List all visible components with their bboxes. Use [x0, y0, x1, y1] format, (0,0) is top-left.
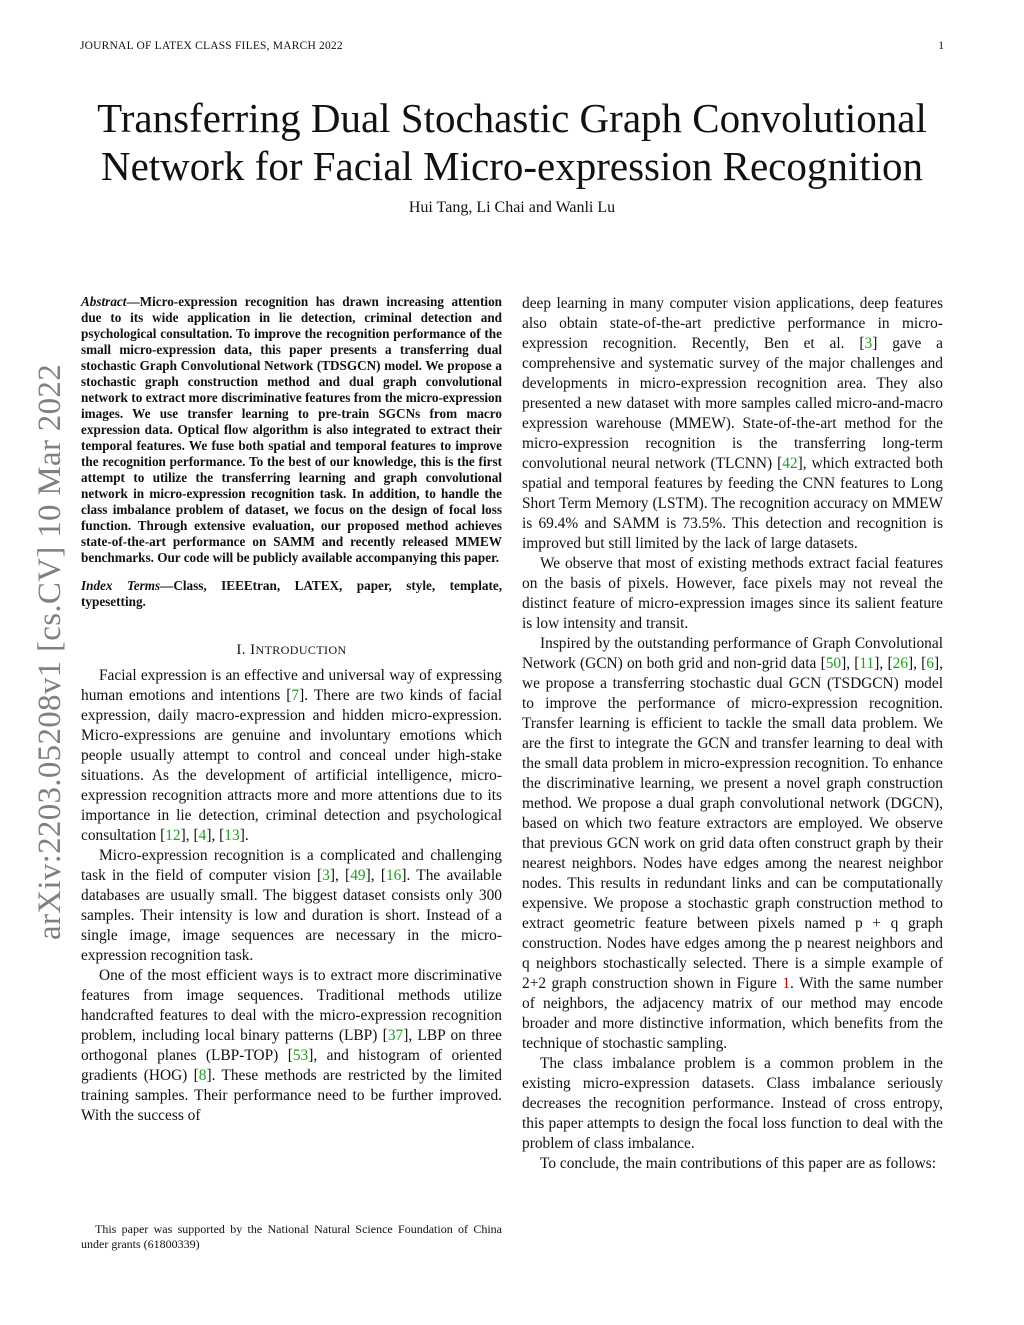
section-title-rest: NTRODUCTION — [255, 643, 347, 657]
citation-link[interactable]: 7 — [291, 687, 300, 704]
citation-link[interactable]: 3 — [864, 335, 873, 352]
intro-paragraph-4: deep learning in many computer vision applications, deep features also obtain state-of-the-art predictive performance in micro-expression recognition. Recently, Ben et al. [3] gave a comprehensive and systematic survey of the major challenges and developments in micro-expression recognition area. They also presented a new dataset with more samples called micro-and-macro expression warehouse (MMEW). State-of-the-art method for the micro-expression recognition is the transferring long-term convolutional neural network (TLCNN) [42], which extracted both spatial and temporal features by feeding the CNN features to Long Short Term Memory (LSTM). The recognition accuracy on MMEW is 69.4% and SAMM is 73.5%. This detection and recognition is improved but still limited by the lack of large datasets. — [522, 295, 943, 552]
section-numeral: I. — [236, 642, 246, 658]
intro-paragraph-5: We observe that most of existing methods extract facial features on the basis of pixels. However, face pixels may not reveal the distinct feature of micro-expression images since its salient feature is low intensity and transit. — [522, 555, 943, 632]
title-line-2: Network for Facial Micro-expression Recognition — [100, 143, 924, 189]
index-terms-text: —Class, IEEEtran, LATEX, paper, style, template, typesetting. — [81, 578, 502, 609]
figure-link[interactable]: 1 — [782, 975, 791, 992]
section-heading-introduction — [81, 640, 502, 660]
arxiv-stamp[interactable]: arXiv:2203.05208v1 [cs.CV] 10 Mar 2022 — [32, 364, 68, 940]
citation-link[interactable]: 6 — [926, 655, 934, 672]
citation-link[interactable]: 4 — [198, 827, 207, 844]
abstract-lead: Abstract — [81, 294, 127, 309]
citation-link[interactable]: 50 — [825, 655, 842, 672]
citation-link[interactable]: 53 — [292, 1047, 309, 1064]
citation-link[interactable]: 42 — [782, 455, 798, 472]
intro-paragraph-6: Inspired by the outstanding performance of Graph Convolutional Network (GCN) on both grid and non-grid data [50], [11], [26], [6], we propose a transferring stochastic dual GCN (TSDGCN) model to improve the performance of micro-expression recognition. Transfer learning is efficient to tackle the small data problem. We are the first to integrate the GCN and transfer learning to deal with the small data problem in micro-expression recognition. To enhance the discriminative learning, we present a novel graph construction method. We propose a dual graph convolutional network (DGCN), based on which two feature extractors are employed. We observe that previous GCN work on grid data often construct graph by their nearest neighbors. Nodes have edges among the nearest neighbor nodes. This results in redundant links and can be computationally expensive. We propose a stochastic graph construction method to extract geometric feature between pixels named p + q graph construction. Nodes have edges among the p nearest neighbors and q neighbors stochastically selected. There is a simple example of 2+2 graph construction shown in Figure 1. With the same number of neighbors, the adjacency matrix of our method may encode broader and more distinctive information, which benefits from the technique of stochastic sampling. — [522, 635, 944, 1052]
intro-paragraph-7: The class imbalance problem is a common problem in the existing micro-expression datasets. Class imbalance seriously decreases the recognition performance. Instead of cross entropy, this paper attempts to design the focal loss function to deal with the problem of class imbalance. — [522, 1055, 943, 1152]
citation-link[interactable]: 3 — [322, 867, 330, 884]
paper-title — [0, 94, 1024, 190]
index-terms-lead: Index Terms — [81, 578, 161, 593]
index-terms — [81, 578, 502, 610]
citation-link[interactable]: 49 — [350, 867, 366, 884]
abstract-text: —Micro-expression recognition has drawn increasing attention due to its wide application in lie detection, criminal detection and psychological consultation. To improve the recognition performance of the small micro-expression data, this paper presents a transferring dual stochastic Graph Convolutional Network (TDSGCN) model. We propose a stochastic graph construction method and dual graph convolutional network to extract more discriminative features from the micro-expression images. We use transfer learning to pre-train SGCNs from macro expression data. Optical flow algorithm is also integrated to extract their temporal features. We fuse both spatial and temporal features to improve the recognition performance. To the best of our knowledge, this is the first attempt to utilize the transferring learning and graph convolutional network in micro-expression recognition task. In addition, to handle the class imbalance problem of dataset, we focus on the design of focal loss function. Through extensive evaluation, our proposed method achieves state-of-the-art performance on SAMM and recently released MMEW benchmarks. Our code will be publicly available accompanying this paper. — [81, 294, 502, 565]
intro-paragraph-3: One of the most efficient ways is to extract more discriminative features from image sequences. Traditional methods utilize handcrafted features to deal with the micro-expression recognition problem, including local binary patterns (LBP) [37], LBP on three orthogonal planes (LBP-TOP) [53], and histogram of oriented gradients (HOG) [8]. These methods are restricted by the limited training samples. Their performance need to be further improved. With the success of — [81, 967, 502, 1124]
citation-link[interactable]: 8 — [198, 1067, 207, 1084]
running-header: JOURNAL OF LATEX CLASS FILES, MARCH 2022 — [80, 40, 343, 52]
right-column — [522, 294, 943, 1174]
section-first-letter: I — [250, 642, 256, 658]
citation-link[interactable]: 12 — [165, 827, 181, 844]
footnote — [81, 1222, 502, 1252]
intro-paragraph-1: Facial expression is an effective and universal way of expressing human emotions and intentions [7]. There are two kinds of facial expression, daily macro-expression and hidden micro-expression. Micro-expressions are genuine and involuntary emotions which people usually attempt to control and conceal under high-stake situations. As the development of artificial intelligence, micro-expression recognition attracts more and more attentions due to its importance in lie detection, criminal detection and psychological consultation [12], [4], [13]. — [81, 667, 502, 844]
page-number: 1 — [938, 40, 944, 52]
citation-link[interactable]: 37 — [387, 1027, 404, 1044]
author-list: Hui Tang, Li Chai and Wanli Lu — [408, 199, 616, 216]
funding-footnote: This paper was supported by the National Natural Science Foundation of China under grants (61800339) — [81, 1222, 502, 1251]
left-column — [81, 294, 502, 1126]
abstract — [81, 294, 502, 566]
intro-paragraph-8: To conclude, the main contributions of this paper are as follows: — [540, 1155, 936, 1172]
title-line-1: Transferring Dual Stochastic Graph Convolutional — [97, 95, 927, 141]
citation-link[interactable]: 26 — [892, 655, 908, 672]
citation-link[interactable]: 11 — [859, 655, 875, 672]
intro-paragraph-2: Micro-expression recognition is a complicated and challenging task in the field of computer vision [3], [49], [16]. The available databases are usually small. The biggest dataset consists only 300 samples. Their intensity is low and duration is short. Instead of a single image, image sequences are necessary in the micro-expression recognition task. — [81, 847, 502, 964]
citation-link[interactable]: 16 — [385, 867, 402, 884]
citation-link[interactable]: 13 — [224, 827, 240, 844]
